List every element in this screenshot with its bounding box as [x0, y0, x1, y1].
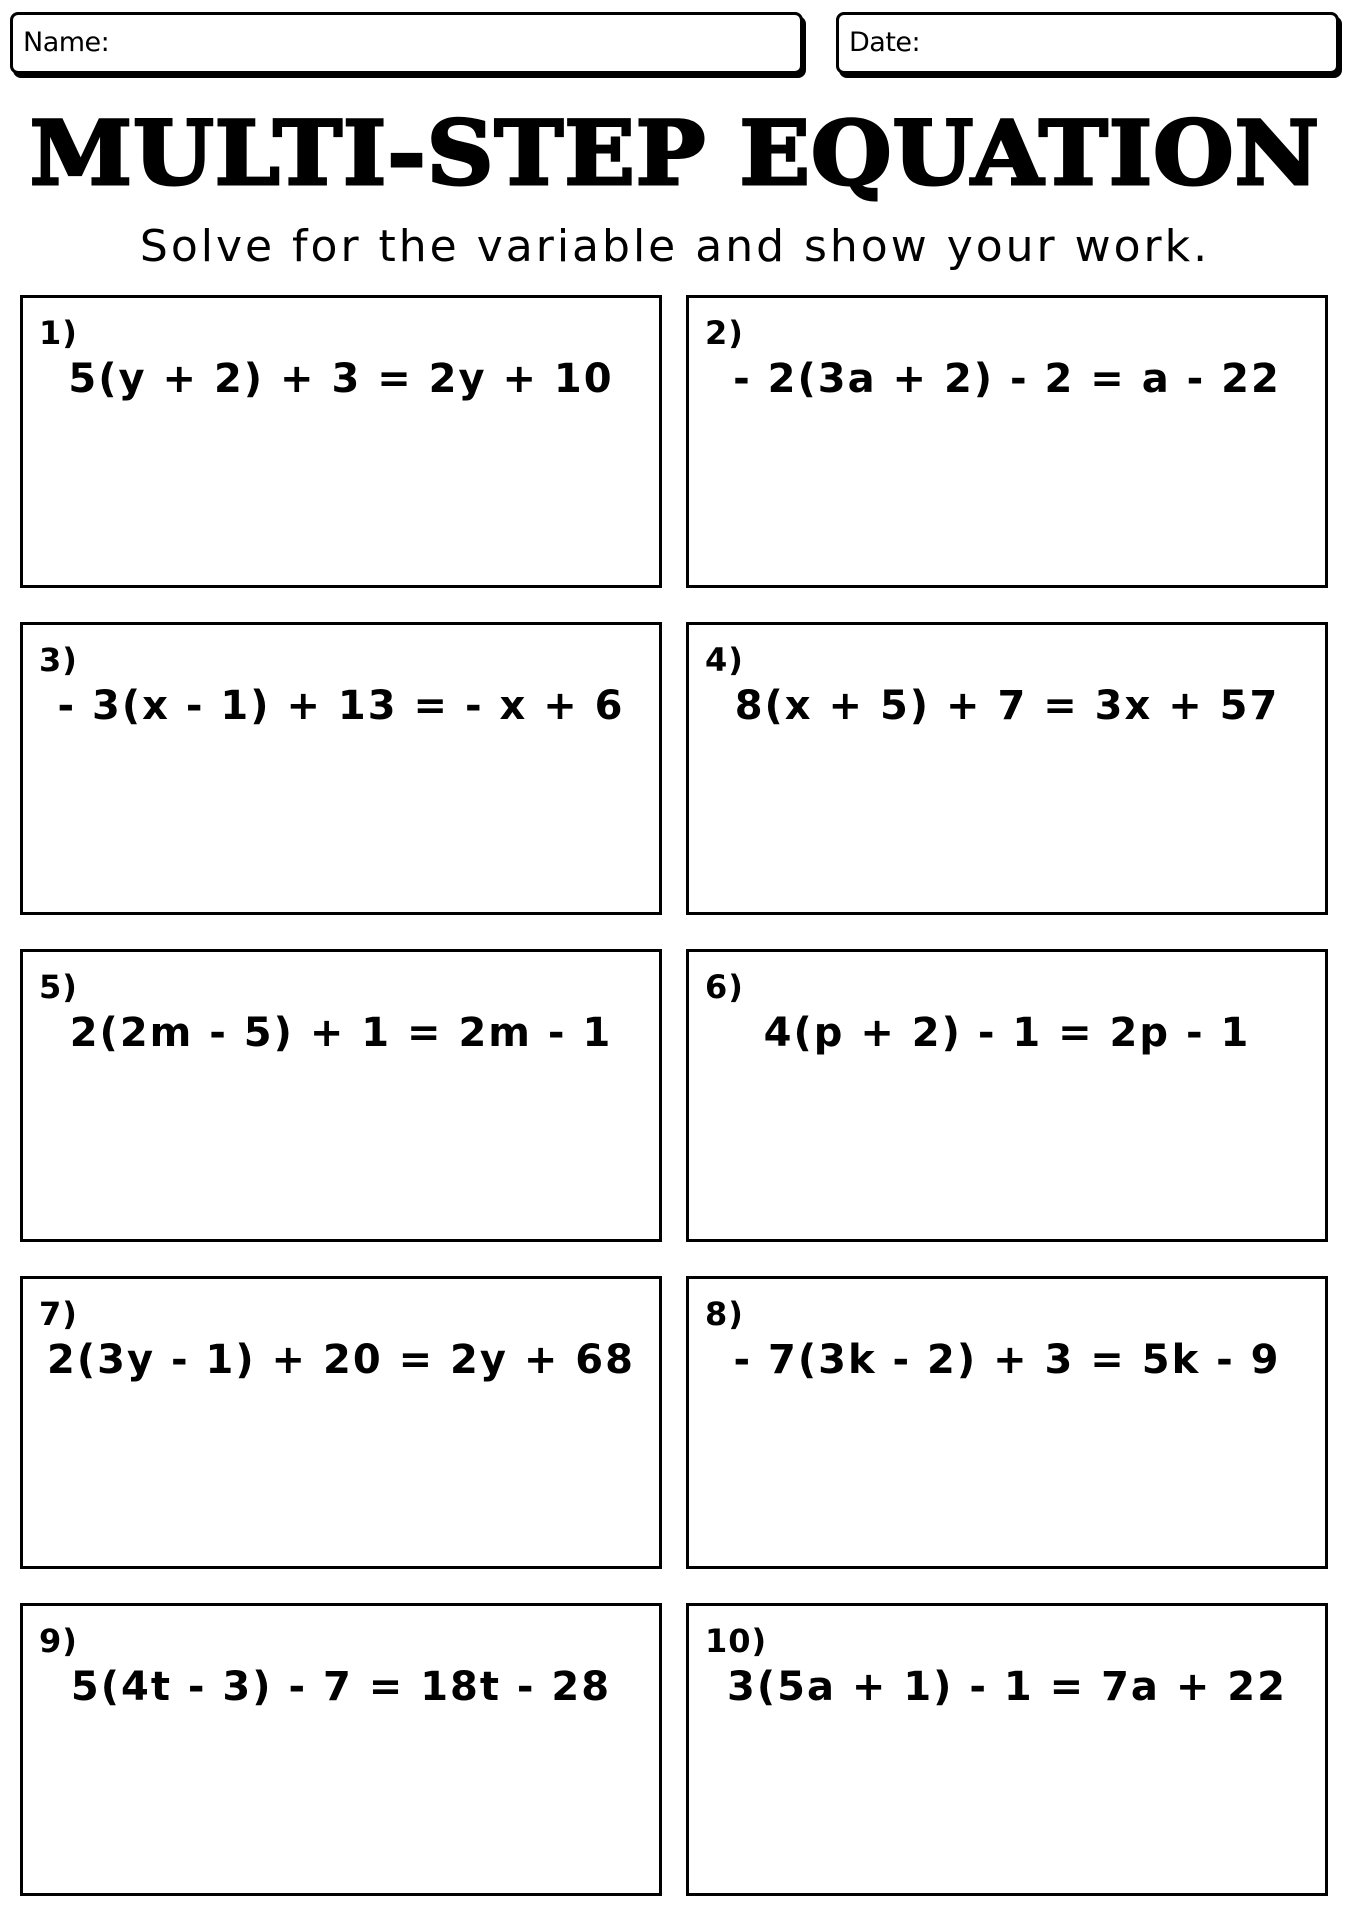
equation: 2(3y - 1) + 20 = 2y + 68	[47, 1337, 635, 1383]
instructions: Solve for the variable and show your work.	[139, 221, 1211, 272]
problem-box-5[interactable]	[20, 949, 662, 1242]
problem-box-9[interactable]	[20, 1603, 662, 1896]
problem-number: 10)	[705, 1622, 768, 1660]
problem-box-10[interactable]	[686, 1603, 1328, 1896]
problem-number: 2)	[705, 314, 744, 352]
equation: - 2(3a + 2) - 2 = a - 22	[733, 356, 1281, 402]
problem-number: 1)	[39, 314, 78, 352]
problem-number: 7)	[39, 1295, 78, 1333]
equation: 8(x + 5) + 7 = 3x + 57	[734, 683, 1280, 729]
problem-box-6[interactable]	[686, 949, 1328, 1242]
problem-grid	[20, 295, 1332, 1896]
problem-box-2[interactable]	[686, 295, 1328, 588]
name-field[interactable]	[10, 12, 803, 74]
equation: 2(2m - 5) + 1 = 2m - 1	[69, 1010, 613, 1056]
date-field[interactable]	[836, 12, 1339, 74]
problem-box-3[interactable]	[20, 622, 662, 915]
problem-number: 4)	[705, 641, 744, 679]
problem-number: 6)	[705, 968, 744, 1006]
problem-number: 3)	[39, 641, 78, 679]
equation: 5(y + 2) + 3 = 2y + 10	[68, 356, 614, 402]
equation: 4(p + 2) - 1 = 2p - 1	[763, 1010, 1251, 1056]
problem-box-7[interactable]	[20, 1276, 662, 1569]
problem-number: 5)	[39, 968, 78, 1006]
worksheet-title: MULTI-STEP EQUATION	[29, 101, 1321, 205]
problem-box-1[interactable]	[20, 295, 662, 588]
equation: - 3(x - 1) + 13 = - x + 6	[57, 683, 625, 729]
equation: - 7(3k - 2) + 3 = 5k - 9	[733, 1337, 1281, 1383]
problem-box-4[interactable]	[686, 622, 1328, 915]
equation: 3(5a + 1) - 1 = 7a + 22	[727, 1664, 1287, 1710]
problem-number: 8)	[705, 1295, 744, 1333]
name-label: Name:	[23, 27, 110, 58]
equation: 5(4t - 3) - 7 = 18t - 28	[70, 1664, 612, 1710]
problem-number: 9)	[39, 1622, 78, 1660]
date-label: Date:	[849, 27, 921, 58]
problem-box-8[interactable]	[686, 1276, 1328, 1569]
